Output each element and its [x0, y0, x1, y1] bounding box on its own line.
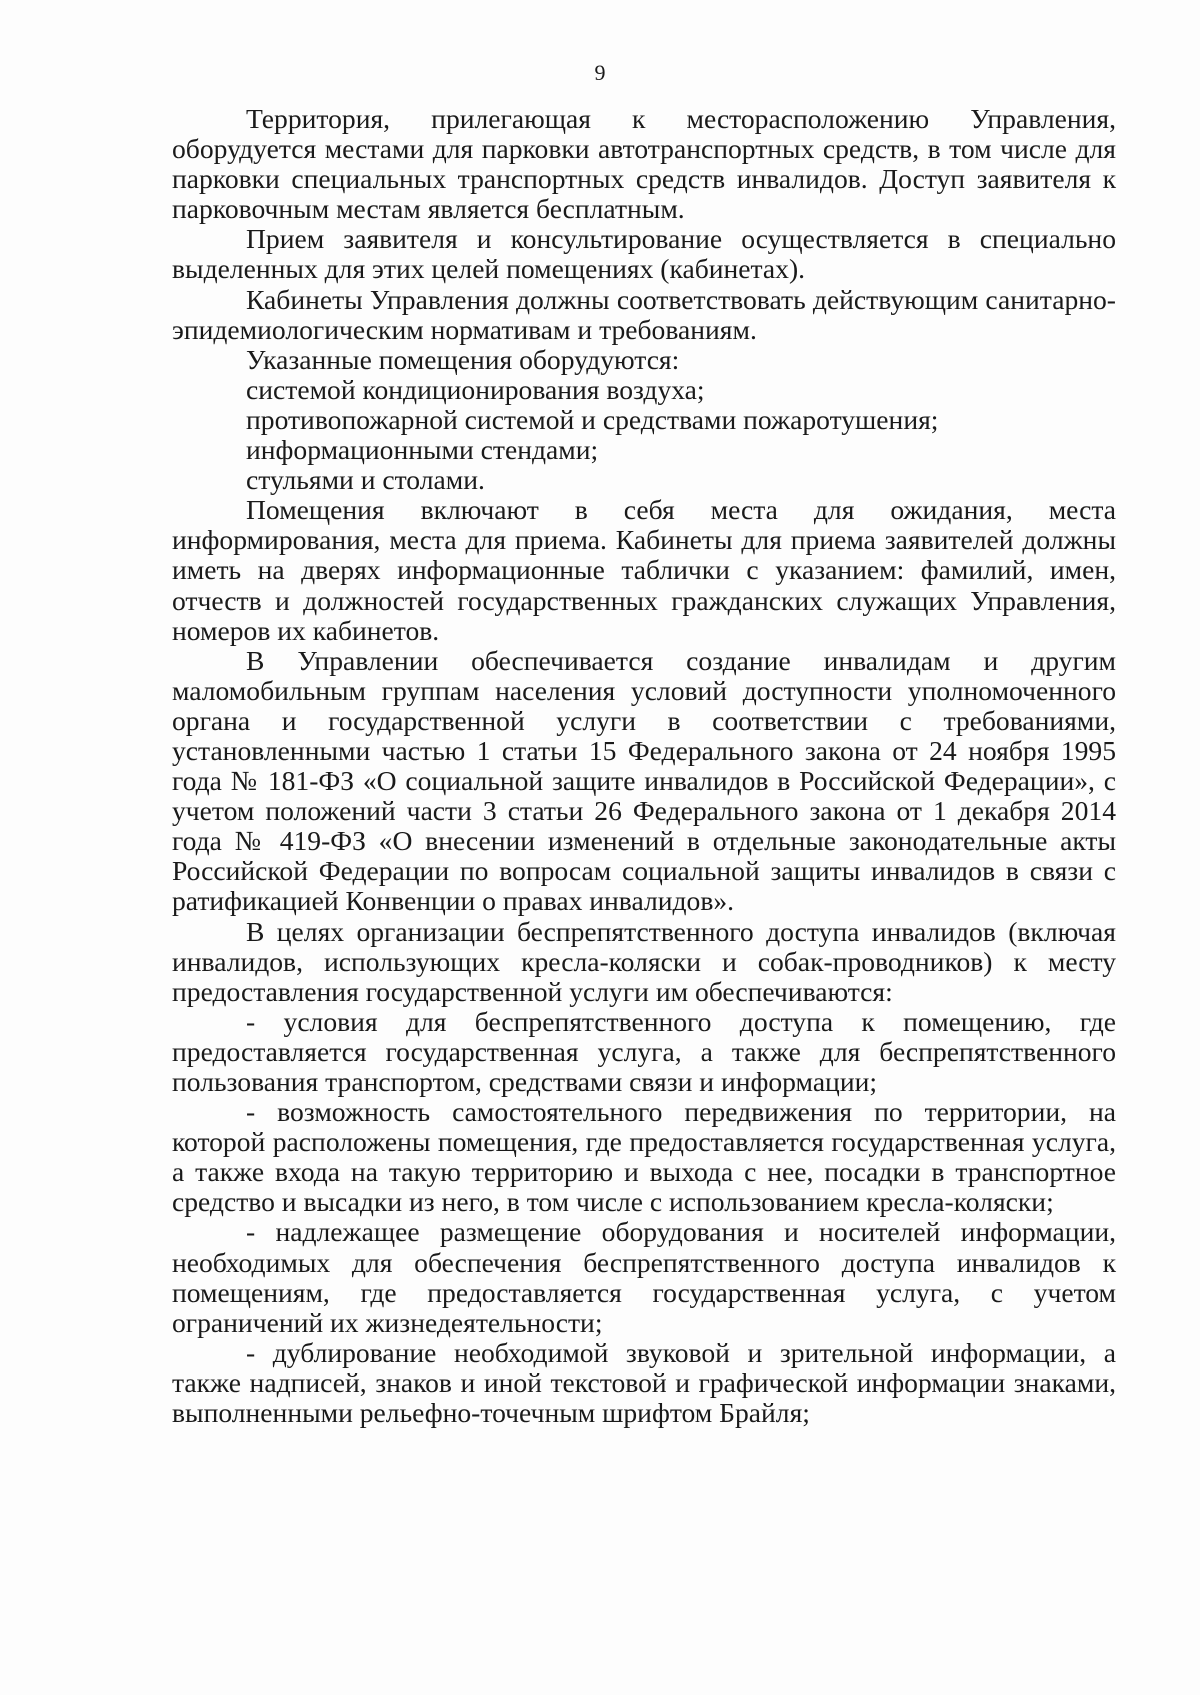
- list-item: стульями и столами.: [246, 464, 485, 496]
- list-item: - условия для беспрепятственного доступа к помещению, где предоставляется государственная услуга, а также для беспрепятственного пользования транспортом, средствами связи и информации;: [172, 1005, 1116, 1097]
- document-body: [172, 104, 1116, 1428]
- list-item: - дублирование необходимой звуковой и зрительной информации, а также надписей, знаков и иной текстовой и графической информации знаками, выполненными рельефно-точечным шрифтом Брайля;: [172, 1336, 1116, 1429]
- list-intro: Указанные помещения оборудуются:: [246, 343, 680, 375]
- list-item: системой кондиционирования воздуха;: [246, 373, 705, 405]
- paragraph: В Управлении обеспечивается создание инвалидам и другим маломобильным группам населения условий доступности уполномоченного органа и государственной услуги в соответствии с требованиями, установленными частью 1 статьи 15 Федерального закона от 24 ноября 1995 года № 181-ФЗ «О социальной защите инвалидов в Российской Федерации», с учетом положений части 3 статьи 26 Федерального закона от 1 декабря 2014 года № 419-ФЗ «О внесении изменений в отдельные законодательные акты Российской Федерации по вопросам социальной защиты инвалидов в связи с ратификацией Конвенции о правах инвалидов».: [172, 644, 1116, 917]
- list-item: - надлежащее размещение оборудования и носителей информации, необходимых для обеспечения беспрепятственного доступа инвалидов к помещениям, где предоставляется государственная услуга, с учетом ограничений их жизнедеятельности;: [172, 1216, 1116, 1338]
- list-item: противопожарной системой и средствами пожаротушения;: [246, 403, 939, 435]
- paragraph: Помещения включают в себя места для ожидания, места информирования, места для приема. Кабинеты для приема заявителей должны иметь на дверях информационные таблички с указанием: фамилий, имен, отчеств и должностей государственных гражданских служащих Управления, номеров их кабинетов.: [172, 494, 1116, 646]
- paragraph: Кабинеты Управления должны соответствовать действующим санитарно-эпидемиологическим нормативам и требованиям.: [172, 283, 1116, 345]
- paragraph: Территория, прилегающая к месторасположению Управления, оборудуется местами для парковки автотранспортных средств, в том числе для парковки специальных транспортных средств инвалидов. Доступ заявителя к парковочным местам является бесплатным.: [172, 103, 1116, 225]
- paragraph: Прием заявителя и консультирование осуществляется в специально выделенных для этих целей помещениях (кабинетах).: [172, 223, 1116, 285]
- list-item: - возможность самостоятельного передвижения по территории, на которой расположены помещения, где предоставляется государственная услуга, а также входа на такую территорию и выхода с нее, посадки в транспортное средство и высадки из него, в том числе с использованием кресла-коляски;: [172, 1096, 1116, 1218]
- list-item: информационными стендами;: [246, 434, 599, 466]
- page-number: 9: [594, 60, 606, 85]
- paragraph: В целях организации беспрепятственного доступа инвалидов (включая инвалидов, использующих кресла-коляски и собак-проводников) к месту предоставления государственной услуги им обеспечиваются:: [172, 915, 1116, 1007]
